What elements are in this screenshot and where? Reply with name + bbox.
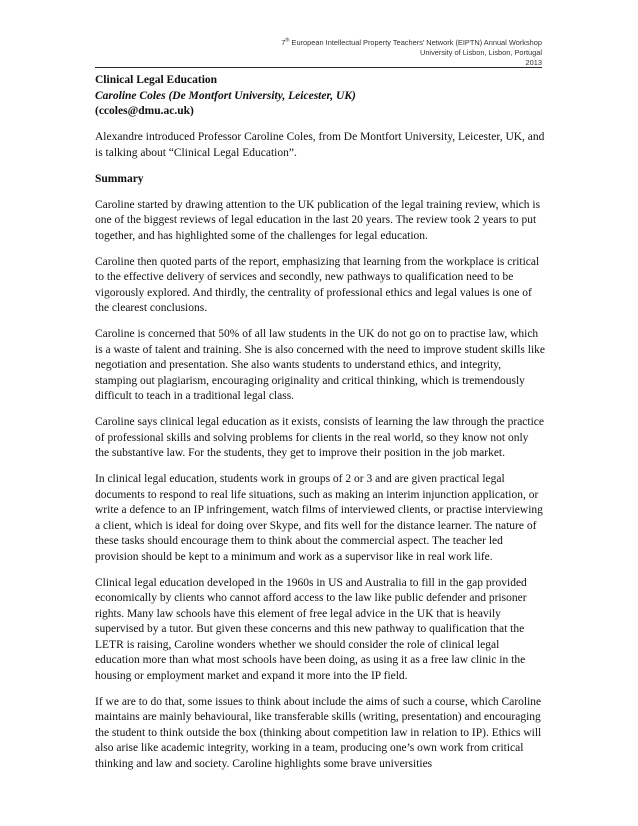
author-email: (ccoles@dmu.ac.uk) xyxy=(95,105,194,117)
document-body xyxy=(95,73,545,783)
body-paragraph: Clinical legal education developed in the 1960s in US and Australia to fill in the gap provided economically by clients who cannot afford access to the law like public defender and prisoner rights. Many law schools have this element of free legal advice in the UK that is heavily supervised by a tutor. But given these concerns and this new pathway to qualification that the LETR is raising, Caroline wonders whether we should consider the role of clinical legal education more than what most schools have been doing, as using it as a free law clinic in the housing or employment market and expand it more into the IP field. xyxy=(95,576,527,682)
body-paragraph: Caroline started by drawing attention to the UK publication of the legal training review, which is one of the biggest reviews of legal education in the last 20 years. The review took 2 years to put together, and has highlighted some of the challenges for legal education. xyxy=(95,198,541,242)
body-paragraph: Caroline says clinical legal education as it exists, consists of learning the law through the practice of professional skills and solving problems for clients in the real world, so they know not only the substantive law. For the students, they get to improve their position in the job market. xyxy=(95,416,545,459)
header-line-2: University of Lisbon, Lisbon, Portugal xyxy=(419,48,542,58)
header-line-3: 2013 xyxy=(525,58,542,68)
body-paragraph: In clinical legal education, students work in groups of 2 or 3 and are given practical legal documents to respond to real life situations, such as making an interim injunction application, or write a defence to an IP infringement, watch films of interviewed clients, or practise interviewing a client, which is ideal for doing over Skype, and fits well for the distance learner. The nature of these tasks should encourage them to think about the commercial aspect. The teacher led provision should be kept to a minimum and work as a supervisor like in real work life. xyxy=(95,473,543,563)
page-header xyxy=(142,38,542,69)
summary-heading: Summary xyxy=(95,172,144,185)
body-paragraph: If we are to do that, some issues to think about include the aims of such a course, which Caroline maintains are mainly behavioural, like transferable skills (writing, presentation) and encouraging the student to think outside the box (thinking about competition law in relation to IP). Ethics will also arise like academic integrity, working in a team, producing one’s own work from critical thinking and law and society. Caroline highlights some brave universities xyxy=(95,695,542,770)
author-line: Caroline Coles (De Montfort University, Leicester, UK) xyxy=(95,89,356,102)
header-divider xyxy=(95,67,542,68)
header-edition-number: 7 xyxy=(281,38,286,47)
header-event-name: European Intellectual Property Teachers’ Network (EIPTN) Annual Workshop xyxy=(289,38,542,47)
document-title: Clinical Legal Education xyxy=(95,74,218,86)
body-paragraph: Caroline is concerned that 50% of all law students in the UK do not go on to practise law, which is a waste of talent and training. She is also concerned with the need to improve student skills like negotiation and presentation. She also wants students to understand ethics, and integrity, stamping out plagiarism, encouraging originality and critical thinking, which is tremendously difficult to teach in a traditional legal class. xyxy=(95,328,545,402)
header-edition-suffix: th xyxy=(285,37,290,44)
intro-paragraph: Alexandre introduced Professor Caroline Coles, from De Montfort University, Leicester, UK, and is talking about “Clinical Legal Education”. xyxy=(95,131,545,159)
header-line-1 xyxy=(142,38,542,48)
body-paragraph: Caroline then quoted parts of the report, emphasizing that learning from the workplace is critical to the effective delivery of services and secondly, new pathways to qualification need to be vigorously explored. And thirdly, the centrality of professional ethics and legal values is one of the clearest conclusions. xyxy=(95,255,540,314)
title-block xyxy=(95,73,545,120)
